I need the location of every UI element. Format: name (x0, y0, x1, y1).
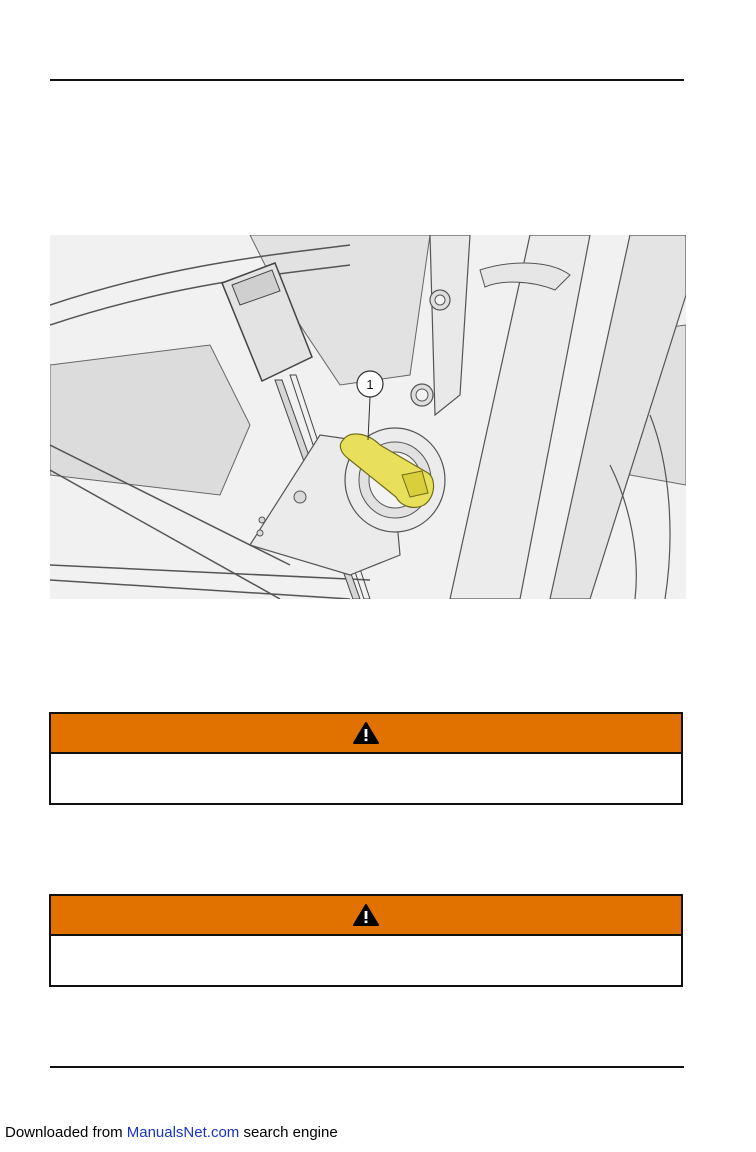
warning-box (49, 712, 683, 805)
callout-label: 1 (366, 377, 374, 392)
warning-triangle-icon (353, 722, 379, 744)
manualsnet-link[interactable]: ManualsNet.com (126, 1124, 240, 1141)
warning-triangle-icon (353, 904, 379, 926)
warning-body (51, 754, 681, 806)
header-rule (50, 79, 684, 81)
download-footer (5, 1124, 338, 1141)
warning-header (51, 714, 681, 754)
footer-suffix: search engine (239, 1124, 338, 1141)
footer-prefix: Downloaded from (5, 1124, 127, 1141)
warning-body (51, 936, 681, 988)
warning-header (51, 896, 681, 936)
footer-rule (50, 1066, 684, 1068)
seat-adjust-illustration (50, 235, 686, 599)
warning-box (49, 894, 683, 987)
